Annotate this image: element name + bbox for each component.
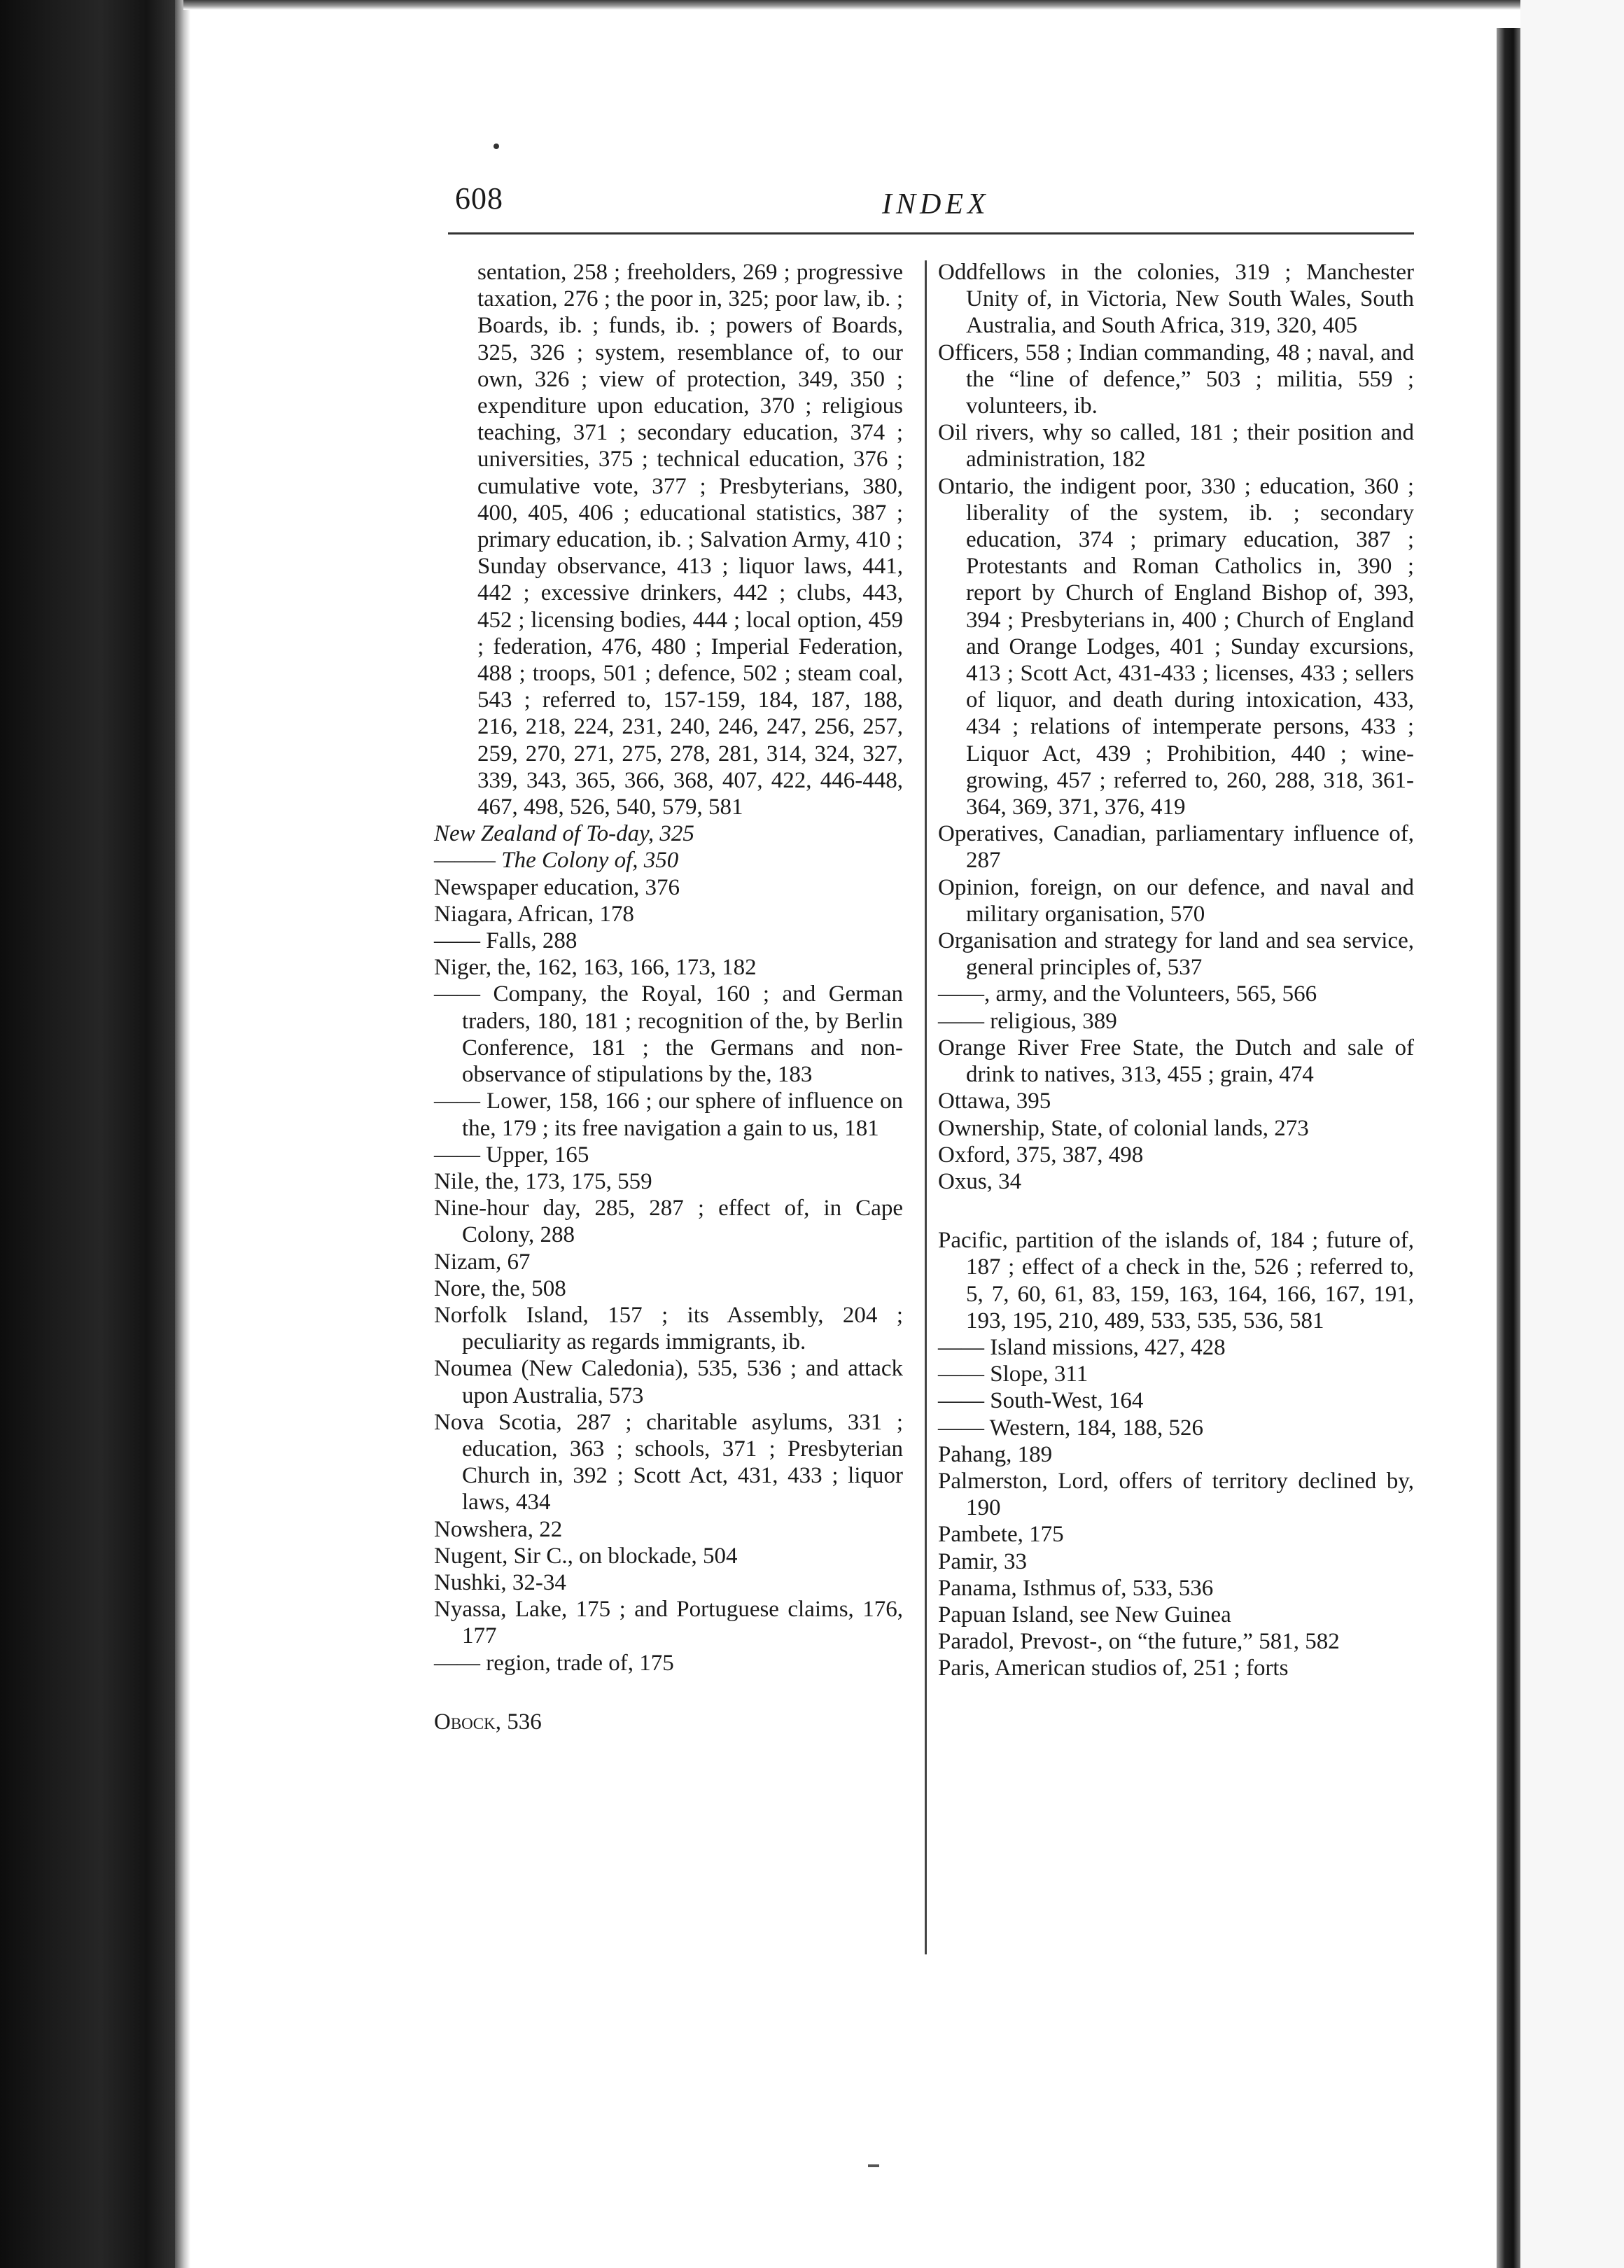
index-entry: Norfolk Island, 157 ; its Assembly, 204 ; peculiarity as regards immigrants, ib. [434,1302,903,1355]
index-entry: Niagara, African, 178 [434,901,634,927]
index-entry: —— Western, 184, 188, 526 [938,1415,1203,1441]
index-entry: Pambete, 175 [938,1522,1064,1548]
page-right-edge [1497,28,1520,2268]
index-entry: ——— The Colony of, 350 [434,848,679,874]
index-entry: ——, army, and the Volunteers, 565, 566 [938,981,1317,1007]
index-column-right [938,259,1414,1682]
index-entry: —— South-West, 164 [938,1388,1144,1414]
index-entry: Newspaper education, 376 [434,874,680,900]
index-entry: Officers, 558 ; Indian commanding, 48 ; naval, and the “line of defence,” 503 ; militia, 559 ; volunteers, ib. [938,340,1414,419]
page-number: 608 [455,181,503,216]
index-entry: Opinion, foreign, on our defence, and naval and military organisation, 570 [938,874,1414,927]
index-entry: —— religious, 389 [938,1008,1117,1034]
index-entry: Paradol, Prevost-, on “the future,” 581, 582 [938,1629,1340,1655]
page-top-edge [183,0,1624,10]
index-entry: Oil rivers, why so called, 181 ; their position and administration, 182 [938,420,1414,472]
index-entry: Oxford, 375, 387, 498 [938,1142,1144,1168]
index-entry: Ownership, State, of colonial lands, 273 [938,1115,1309,1141]
header-rule [448,232,1414,234]
index-entry: —— Slope, 311 [938,1362,1088,1387]
section-gap [938,1195,1414,1227]
index-entry: Paris, American studios of, 251 ; forts [938,1656,1289,1681]
book-spine [0,0,183,2268]
index-entry: Operatives, Canadian, parliamentary influence of, 287 [938,821,1414,874]
index-entry: Nugent, Sir C., on blockade, 504 [434,1543,738,1569]
index-entry: —— region, trade of, 175 [434,1650,674,1676]
index-entry: Noumea (New Caledonia), 535, 536 ; and attack upon Australia, 573 [434,1356,903,1408]
index-entry: Nile, the, 173, 175, 559 [434,1168,652,1194]
index-entry: Ottawa, 395 [938,1088,1051,1114]
spine-edge [175,0,190,2268]
index-entry: —— Upper, 165 [434,1142,589,1168]
section-gap [434,1676,903,1709]
page-right-margin [1520,0,1624,2268]
index-entry: Pamir, 33 [938,1548,1028,1574]
index-entry: Pahang, 189 [938,1441,1053,1467]
print-speck [493,144,499,149]
running-head: INDEX [882,188,990,220]
index-entry: Oxus, 34 [938,1168,1022,1194]
print-speck [868,2164,879,2167]
index-entry: sentation, 258 ; freeholders, 269 ; progressive taxation, 276 ; the poor in, 325; poor law, ib. ; Boards, ib. ; funds, ib. ; powers of Boards, 325, 326 ; system, resemblance of, to our own, 326 ; view of protection, 349, 350 ; expenditure upon education, 370 ; religious teaching, 371 ; secondary education, 374 ; universities, 375 ; technical education, 376 ; cumulative vote, 377 ; Presbyterians, 380, 400, 405, 406 ; educational statistics, 387 ; primary education, ib. ; Salvation Army, 410 ; Sunday observance, 413 ; liquor laws, 441, 442 ; excessive drinkers, 442 ; clubs, 443, 452 ; licensing bodies, 444 ; local option, 459 ; federation, 476, 480 ; Imperial Federation, 488 ; troops, 501 ; defence, 502 ; steam coal, 543 ; referred to, 157-159, 184, 187, 188, 216, 218, 224, 231, 240, 246, 247, 256, 257, 259, 270, 271, 275, 278, 281, 314, 324, 327, 339, 343, 365, 366, 368, 407, 422, 446-448, 467, 498, 526, 540, 579, 581 [477,260,903,820]
index-entry: Nine-hour day, 285, 287 ; effect of, in Cape Colony, 288 [434,1196,903,1248]
index-entry: Nizam, 67 [434,1249,531,1275]
index-entry: Palmerston, Lord, offers of territory declined by, 190 [938,1468,1414,1521]
index-entry: Ontario, the indigent poor, 330 ; education, 360 ; liberality of the system, ib. ; secondary education, 374 ; primary education, 387 ; Protestants and Roman Catholics in, 390 ; report by Church of England Bishop of, 393, 394 ; Presbyterians in, 400 ; Church of England and Orange Lodges, 401 ; Sunday excursions, 413 ; Scott Act, 431-433 ; licenses, 433 ; sellers of liquor, and death during intoxication, 433, 434 ; relations of intemperate persons, 433 ; Liquor Act, 439 ; Prohibition, 440 ; wine-growing, 457 ; referred to, 260, 288, 318, 361-364, 369, 371, 376, 419 [938,473,1414,820]
index-column-left [434,259,903,1735]
index-entry: —— Island missions, 427, 428 [938,1334,1226,1360]
index-entry: —— Company, the Royal, 160 ; and German traders, 180, 181 ; recognition of the, by Berlin Conference, 181 ; the Germans and non-observance of stipulations by the, 183 [434,981,903,1088]
index-entry: Obock, 536 [434,1709,542,1735]
index-entry: —— Falls, 288 [434,928,578,954]
index-entry: New Zealand of To-day, 325 [434,821,694,847]
index-entry: Panama, Isthmus of, 533, 536 [938,1575,1214,1601]
index-entry: Nowshera, 22 [434,1516,563,1542]
index-entry: Nushki, 32-34 [434,1569,566,1595]
index-entry: Papuan Island, see New Guinea [938,1602,1231,1628]
index-entry: —— Lower, 158, 166 ; our sphere of influence on the, 179 ; its free navigation a gain to us, 181 [434,1088,903,1141]
index-entry: Nore, the, 508 [434,1275,566,1301]
index-entry: Pacific, partition of the islands of, 184 ; future of, 187 ; effect of a check in the, 526 ; referred to, 5, 7, 60, 61, 83, 159, 163, 164, 166, 167, 191, 193, 195, 210, 489, 533, 535, 536, 581 [938,1228,1414,1334]
column-divider [925,260,927,1954]
index-entry: Nyassa, Lake, 175 ; and Portuguese claims, 176, 177 [434,1597,903,1649]
index-entry: Organisation and strategy for land and sea service, general principles of, 537 [938,928,1414,981]
index-entry: Oddfellows in the colonies, 319 ; Manchester Unity of, in Victoria, New South Wales, South Australia, and South Africa, 319, 320, 405 [938,260,1414,339]
index-entry: Niger, the, 162, 163, 166, 173, 182 [434,955,757,981]
index-entry: Orange River Free State, the Dutch and sale of drink to natives, 313, 455 ; grain, 474 [938,1035,1414,1088]
index-entry: Nova Scotia, 287 ; charitable asylums, 331 ; education, 363 ; schools, 371 ; Presbyterian Church in, 392 ; Scott Act, 431, 433 ; liquor laws, 434 [434,1409,903,1516]
